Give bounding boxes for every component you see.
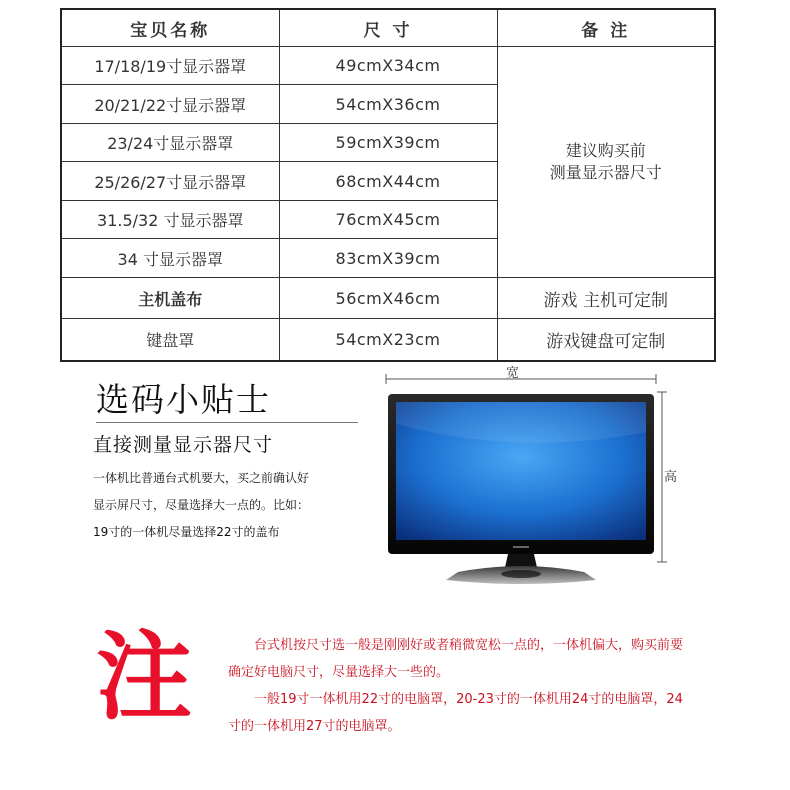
tips-title: 选码小贴士 — [96, 380, 271, 419]
width-dimension-line — [386, 374, 656, 384]
size-cell: 68cmX44cm — [279, 162, 497, 200]
height-dimension-line — [657, 392, 667, 562]
header-size: 尺 寸 — [279, 9, 497, 47]
table-row — [61, 319, 715, 361]
table-row — [61, 47, 715, 85]
product-name-cell: 23/24寸显示器罩 — [61, 123, 279, 161]
size-cell: 56cmX46cm — [279, 277, 497, 319]
brand-mark — [513, 546, 529, 548]
width-label: 宽 — [506, 366, 520, 381]
note-text — [228, 632, 684, 740]
tips-divider — [96, 422, 358, 423]
size-cell: 59cmX39cm — [279, 123, 497, 161]
merged-note-cell — [497, 47, 715, 278]
monitor-illustration — [380, 362, 700, 592]
note-cell: 游戏 主机可定制 — [497, 277, 715, 319]
product-name-cell: 20/21/22寸显示器罩 — [61, 85, 279, 123]
tips-subtitle: 直接测量显示器尺寸 — [93, 434, 274, 456]
size-cell: 54cmX23cm — [279, 319, 497, 361]
merged-note-line: 建议购买前 — [565, 140, 646, 160]
note-cell: 游戏键盘可定制 — [497, 319, 715, 361]
product-name-cell: 25/26/27寸显示器罩 — [61, 162, 279, 200]
table-header-row — [61, 9, 715, 47]
size-table — [60, 8, 716, 362]
note-glyph: 注 — [96, 621, 192, 733]
header-note: 备 注 — [497, 9, 715, 47]
table-row — [61, 277, 715, 319]
product-name-cell: 键盘罩 — [61, 319, 279, 361]
product-name-cell: 31.5/32 寸显示器罩 — [61, 200, 279, 238]
size-cell: 49cmX34cm — [279, 47, 497, 85]
height-label: 高 — [664, 470, 678, 485]
tips-body: 一体机比普通台式机要大，买之前确认好显示屏尺寸，尽量选择大一点的。比如：19寸的一体机尽量选择22寸的盖布 — [93, 471, 310, 539]
size-cell: 76cmX45cm — [279, 200, 497, 238]
product-name-cell: 主机盖布 — [61, 277, 279, 319]
size-cell: 54cmX36cm — [279, 85, 497, 123]
header-product-name: 宝贝名称 — [61, 9, 279, 47]
product-name-cell: 17/18/19寸显示器罩 — [61, 47, 279, 85]
note-paragraph: 一般19寸一体机用22寸的电脑罩，20-23寸的一体机用24寸的电脑罩，24寸的一体机用27寸的电脑罩。 — [228, 692, 683, 734]
merged-note-line: 测量显示器尺寸 — [549, 162, 662, 182]
product-name-cell: 34 寸显示器罩 — [61, 239, 279, 277]
size-cell: 83cmX39cm — [279, 239, 497, 277]
note-paragraph: 台式机按尺寸选一般是刚刚好或者稍微宽松一点的，一体机偏大，购买前要确定好电脑尺寸，尽量选择大一些的。 — [228, 638, 684, 680]
